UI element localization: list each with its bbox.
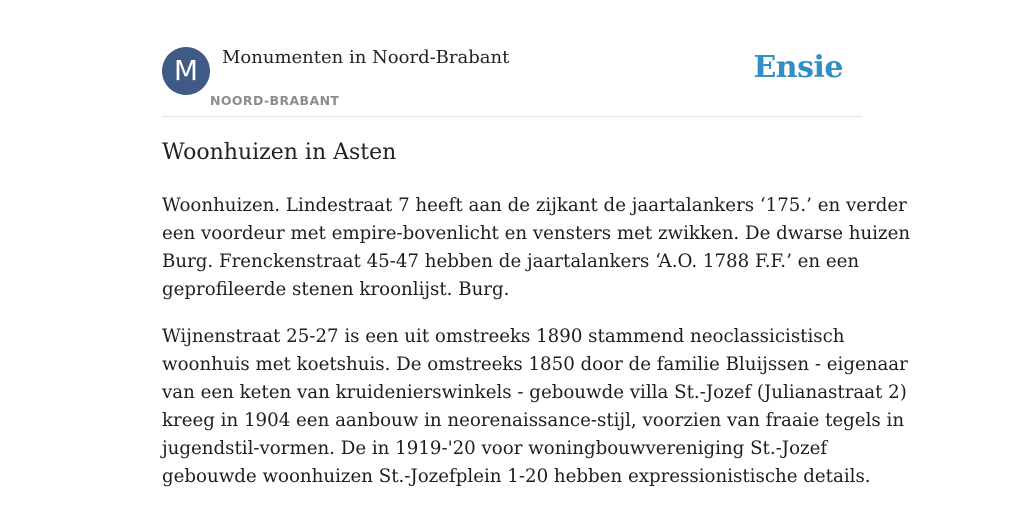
text-line: van een keten van kruidenierswinkels - gebouwde villa St.-Jozef (Julianastraat 2) bbox=[162, 382, 907, 403]
avatar[interactable]: M bbox=[162, 47, 210, 95]
text-line: kreeg in 1904 een aanbouw in neorenaissance-stijl, voorzien van fraaie tegels in bbox=[162, 410, 905, 431]
text-line: een voordeur met empire-bovenlicht en vensters met zwikken. De dwarse huizen bbox=[162, 223, 911, 244]
article-title: Woonhuizen in Asten bbox=[162, 140, 397, 165]
text-line: jugendstil-vormen. De in 1919-'20 voor woningbouwvereniging St.-Jozef bbox=[162, 438, 828, 459]
text-line: woonhuis met koetshuis. De omstreeks 1850 door de familie Bluijssen - eigenaar bbox=[162, 354, 908, 375]
paragraph-2 bbox=[162, 323, 908, 491]
text-line: Wijnenstraat 25-27 is een uit omstreeks 1890 stammend neoclassicistisch bbox=[162, 326, 845, 347]
book-title[interactable]: Monumenten in Noord-Brabant bbox=[222, 47, 510, 68]
header bbox=[162, 46, 862, 117]
text-line: gebouwde woonhuizen St.-Jozefplein 1-20 hebben expressionistische details. bbox=[162, 466, 871, 487]
text-line: Burg. Frenckenstraat 45-47 hebben de jaartalankers ‘A.O. 1788 F.F.’ en een bbox=[162, 251, 860, 272]
brand-logo[interactable]: Ensie bbox=[753, 50, 843, 85]
text-line: geprofileerde stenen kroonlijst. Burg. bbox=[162, 279, 510, 300]
text-line: Woonhuizen. Lindestraat 7 heeft aan de zijkant de jaartalankers ‘175.’ en verder bbox=[162, 195, 907, 216]
region-label[interactable]: NOORD-BRABANT bbox=[210, 93, 340, 108]
article-body bbox=[162, 192, 911, 510]
paragraph-1 bbox=[162, 192, 911, 304]
